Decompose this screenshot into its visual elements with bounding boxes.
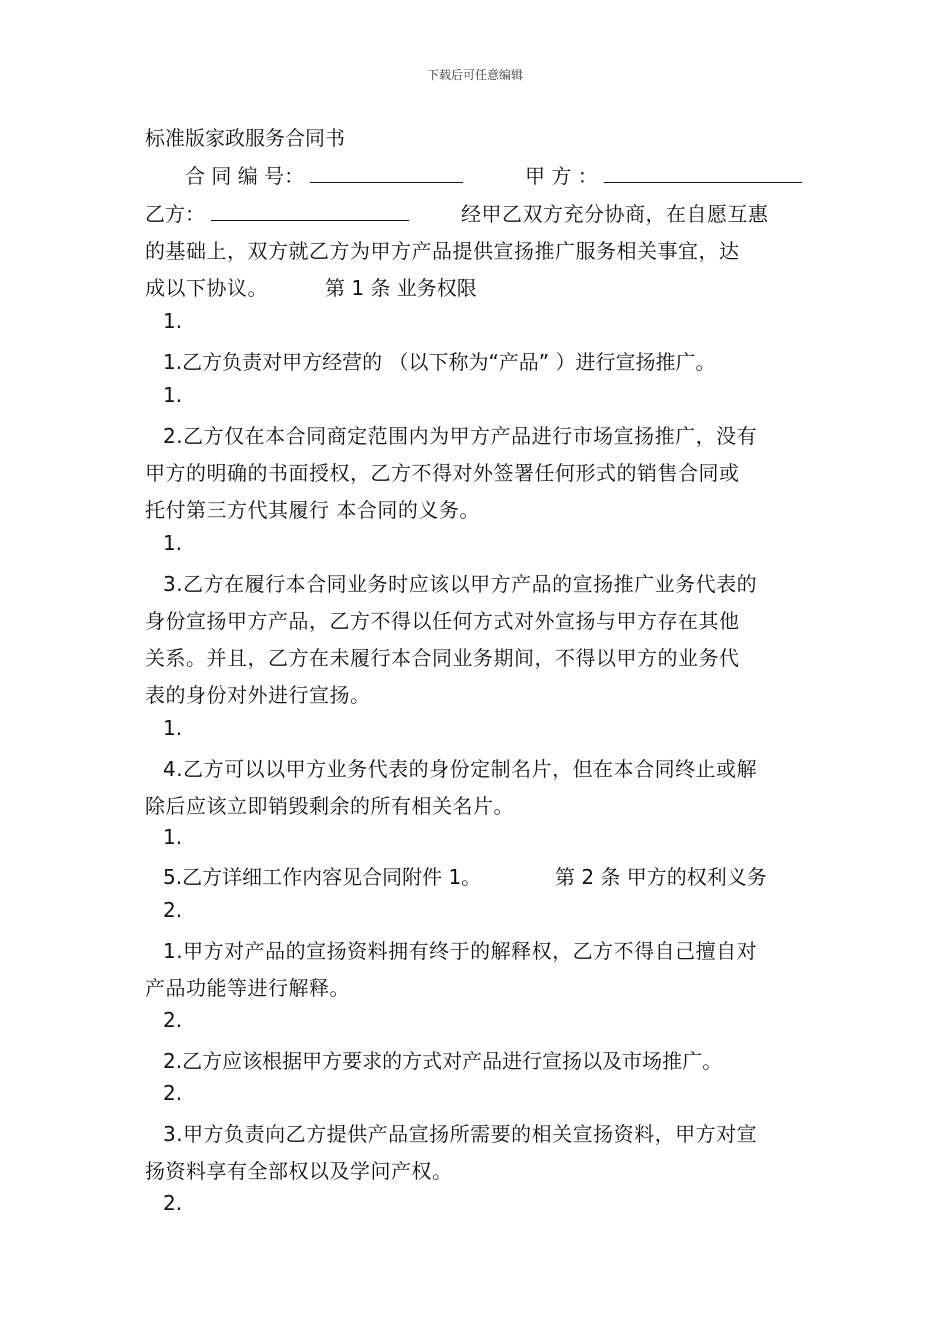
- clause-2-3-line-1: 3.甲方负责向乙方提供产品宣扬所需要的相关宣扬资料，甲方对宣: [163, 1122, 758, 1146]
- party-a-label: 甲 方 ：: [525, 164, 598, 188]
- clause-2-3-line-2: 扬资料享有全部权以及学问产权。: [145, 1159, 453, 1183]
- document-title: 标准版家政服务合同书: [145, 126, 345, 150]
- party-a-line: [525, 160, 802, 189]
- party-b-line: [145, 198, 409, 227]
- clause-1-3-line-4: 表的身份对外进行宣扬。: [145, 683, 371, 707]
- clause-1-2-line-1: 2.乙方仅在本合同商定范围内为甲方产品进行市场宣扬推广，没有: [163, 424, 758, 448]
- page-header: 下载后可任意编辑: [426, 68, 523, 82]
- party-b-label: 乙方：: [145, 202, 205, 226]
- clause-1-4-line-1: 4.乙方可以以甲方业务代表的身份定制名片，但在本合同终止或解: [163, 757, 758, 781]
- intro-line-2: 的基础上，双方就乙方为甲方产品提供宣扬推广服务相关事宜，达: [145, 239, 740, 263]
- article-1-title: 第 1 条 业务权限: [325, 276, 477, 300]
- clause-1-3-line-3: 关系。并且，乙方在未履行本合同业务期间，不得以甲方的业务代: [145, 646, 740, 670]
- clause-1-2-line-2: 甲方的明确的书面授权，乙方不得对外签署任何形式的销售合同或: [145, 461, 740, 485]
- clause-2-2: 2.乙方应该根据甲方要求的方式对产品进行宣扬以及市场推广。: [163, 1049, 723, 1073]
- article-number: 1.: [163, 383, 183, 407]
- article-2-title: 第 2 条 甲方的权利义务: [555, 865, 767, 889]
- contract-number-blank: [310, 164, 463, 183]
- article-number: 1.: [163, 531, 183, 555]
- article-number: 2.: [163, 1191, 183, 1215]
- article-number: 2.: [163, 1081, 183, 1105]
- contract-number-line: [185, 160, 463, 189]
- clause-2-1-line-1: 1.甲方对产品的宣扬资料拥有终于的解释权，乙方不得自己擅自对: [163, 939, 758, 963]
- article-number: 2.: [163, 1008, 183, 1032]
- article-number: 1.: [163, 825, 183, 849]
- clause-1-2-line-3: 托付第三方代其履行 本合同的义务。: [145, 498, 480, 522]
- article-number: 1.: [163, 716, 183, 740]
- clause-1-3-line-1: 3.乙方在履行本合同业务时应该以甲方产品的宣扬推广业务代表的: [163, 572, 758, 596]
- article-number: 2.: [163, 898, 183, 922]
- clause-1-1: 1.乙方负责对甲方经营的 （以下称为“产品” ）进行宣扬推广。: [163, 350, 716, 374]
- article-number: 1.: [163, 309, 183, 333]
- party-a-blank: [604, 164, 802, 183]
- clause-1-3-line-2: 身份宣扬甲方产品，乙方不得以任何方式对外宣扬与甲方存在其他: [145, 609, 740, 633]
- clause-1-5: 5.乙方详细工作内容见合同附件 1。: [163, 865, 482, 889]
- intro-line-3: 成以下协议。: [145, 276, 268, 300]
- clause-1-4-line-2: 除后应该立即销毁剩余的所有相关名片。: [145, 794, 514, 818]
- clause-2-1-line-2: 产品功能等进行解释。: [145, 976, 350, 1000]
- intro-line-1: 经甲乙双方充分协商，在自愿互惠: [461, 202, 769, 226]
- party-b-blank: [211, 202, 409, 221]
- contract-number-label: 合 同 编 号：: [185, 164, 305, 188]
